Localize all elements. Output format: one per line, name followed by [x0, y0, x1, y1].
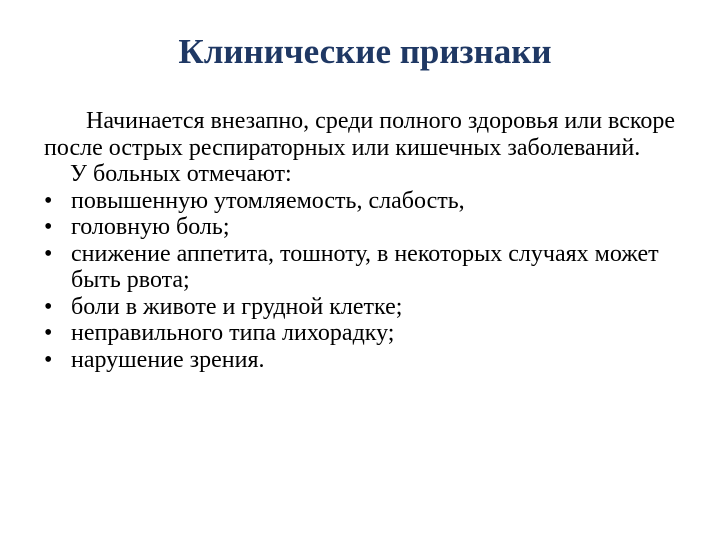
bullet-icon: • [44, 214, 53, 240]
list-item [44, 214, 694, 241]
list-item [44, 347, 694, 374]
list-item [44, 188, 694, 215]
symptom-list [44, 188, 694, 374]
list-item-text: повышенную утомляемость, слабость, [71, 187, 465, 214]
slide-title: Клинические признаки [178, 32, 552, 71]
bullet-icon: • [44, 293, 53, 320]
list-item-text: снижение аппетита, тошноту, в некоторых случаях может быть рвота; [71, 240, 659, 293]
slide-body [44, 108, 694, 373]
bullet-icon: • [44, 346, 53, 373]
list-item [44, 320, 694, 347]
list-item-text: нарушение зрения. [71, 346, 265, 373]
bullet-icon: • [44, 187, 53, 214]
list-item-text: боли в животе и грудной клетке; [71, 293, 403, 320]
intro-paragraph: Начинается внезапно, среди полного здоровья или вскоре после острых респираторных или кишечных заболеваний. [44, 108, 675, 161]
list-item [44, 294, 694, 321]
bullet-icon: • [44, 320, 53, 346]
list-item [44, 241, 694, 294]
list-item-text: неправильного типа лихорадку; [71, 320, 395, 346]
list-item-text: головную боль; [71, 214, 230, 240]
bullet-icon: • [44, 240, 53, 267]
lead-paragraph: У больных отмечают: [70, 161, 292, 187]
